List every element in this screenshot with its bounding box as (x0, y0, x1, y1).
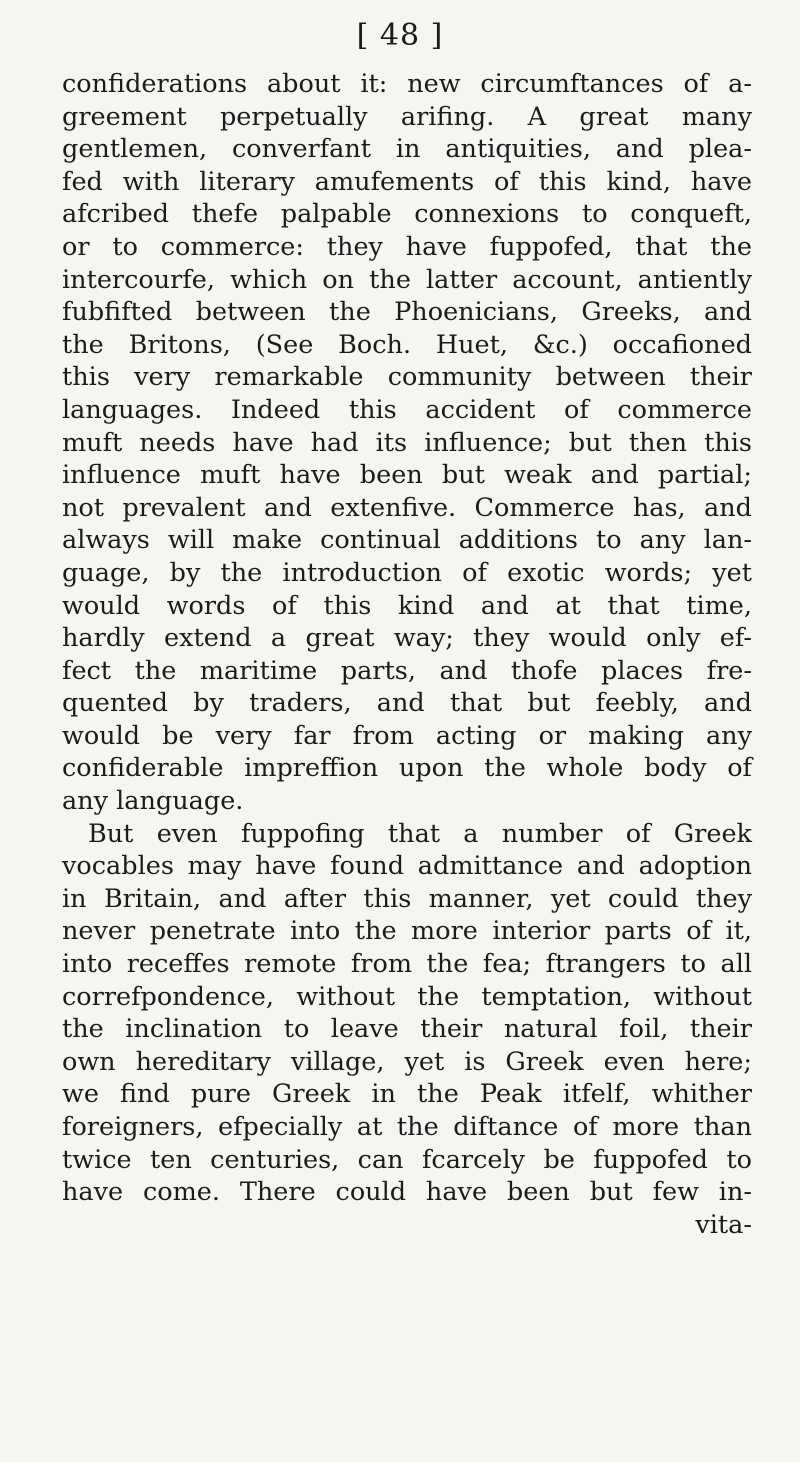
text-line: correfpondence, without the temptation, without (62, 981, 752, 1012)
text-line: hardly extend a great way; they would only ef- (62, 623, 752, 654)
text-line: intercourfe, which on the latter account, antiently (62, 264, 752, 295)
body-text (62, 68, 752, 1241)
text-line: twice ten centuries, can fcarcely be fuppofed to (62, 1144, 752, 1175)
text-line: any language. (62, 786, 244, 817)
text-line: quented by traders, and that but feebly, and (62, 688, 752, 719)
text-line: the Britons, (See Boch. Huet, &c.) occafioned (62, 329, 752, 360)
text-line: vocables may have found admittance and adoption (62, 851, 752, 882)
text-line: fect the maritime parts, and thofe places fre- (62, 655, 752, 686)
text-line: have come. There could have been but few in- (62, 1177, 752, 1208)
text-line: own hereditary village, yet is Greek even here; (62, 1046, 752, 1077)
text-line: we find pure Greek in the Peak itfelf, whither (62, 1079, 752, 1110)
text-line: or to commerce: they have fuppofed, that the (62, 231, 752, 262)
text-line: not prevalent and extenfive. Commerce has, and (62, 492, 752, 523)
text-line: the inclination to leave their natural foil, their (62, 1014, 752, 1045)
text-line: this very remarkable community between their (62, 362, 752, 393)
text-line: confiderable impreffion upon the whole body of (62, 753, 752, 784)
text-line: always will make continual additions to any lan- (62, 525, 752, 556)
text-line: muft needs have had its influence; but then this (62, 427, 752, 458)
text-line: fubfifted between the Phoenicians, Greeks, and (62, 297, 752, 328)
text-line: would be very far from acting or making any (62, 720, 752, 751)
catchword: vita- (695, 1209, 752, 1240)
text-line: never penetrate into the more interior parts of it, (62, 916, 752, 947)
text-line: fed with literary amufements of this kind, have (62, 166, 752, 197)
text-line: But even fuppofing that a number of Greek (88, 818, 752, 849)
text-line: gentlemen, converfant in antiquities, and plea- (62, 134, 752, 165)
text-line: guage, by the introduction of exotic words; yet (62, 557, 752, 588)
text-line: foreigners, efpecially at the diftance of more than (62, 1112, 752, 1142)
text-line: greement perpetually arifing. A great many (62, 101, 752, 132)
text-line: languages. Indeed this accident of commerce (62, 394, 752, 425)
text-line: confiderations about it: new circumftances of a- (62, 69, 752, 99)
text-line: afcribed thefe palpable connexions to conqueft, (62, 199, 752, 230)
text-line: in Britain, and after this manner, yet could they (62, 883, 752, 914)
page-number-header: [ 48 ] (356, 18, 444, 53)
text-line: into receffes remote from the fea; ftrangers to all (62, 949, 752, 980)
text-line: influence muft have been but weak and partial; (62, 460, 752, 491)
text-line: would words of this kind and at that time, (62, 590, 752, 621)
